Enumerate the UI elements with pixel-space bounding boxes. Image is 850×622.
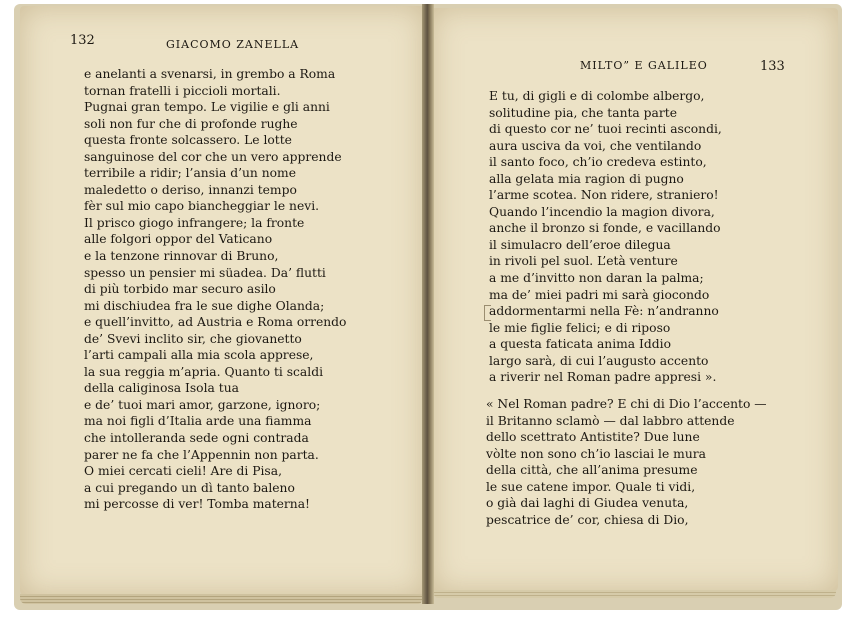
verse-line: fèr sul mio capo biancheggiar le nevi. <box>84 199 320 214</box>
verse-line: parer ne fa che l’Appennin non parta. <box>84 447 319 462</box>
verse-line: dello scettrato Antistite? Due lune <box>486 430 700 445</box>
book-gutter <box>422 4 434 604</box>
verse-line: le sue catene impor. Quale ti vidi, <box>486 479 696 494</box>
verse-line: ma noi figli d’Italia arde una fiamma <box>84 414 312 429</box>
verse-line: Pugnai gran tempo. Le vigilie e gli anni <box>84 100 330 115</box>
verse-line: e anelanti a svenarsi, in grembo a Roma <box>84 67 336 81</box>
verse-line: aura usciva da voi, che ventilando <box>489 138 702 153</box>
verse-line: della città, che all’anima presume <box>486 463 698 478</box>
verse-line: E tu, di gigli e di colombe albergo, <box>489 89 705 103</box>
verse-line: di più torbido mar securo asilo <box>84 282 276 297</box>
verse-line: terribile a ridir; l’ansia d’un nome <box>84 166 296 181</box>
right-page-stanza-1 <box>489 88 722 386</box>
verse-line: de’ Svevi inclito sir, che giovanetto <box>84 331 302 346</box>
right-page-edges <box>434 590 836 598</box>
verse-line: a riverir nel Roman padre appresi ». <box>489 370 717 385</box>
verse-line: in rivoli pel suol. L’età venture <box>489 254 678 269</box>
verse-line: vòlte non sono ch’io lasciai le mura <box>486 446 706 461</box>
right-running-head: MILTO” E GALILEO <box>580 59 708 72</box>
verse-line: l’arti campali alla mia scola apprese, <box>84 348 314 363</box>
left-page-text <box>84 66 346 513</box>
right-page-number: 133 <box>760 59 785 74</box>
verse-line: l’arme scotea. Non ridere, straniero! <box>489 188 719 203</box>
verse-line: alla gelata mia ragion di pugno <box>489 171 684 186</box>
left-page-number: 132 <box>70 33 95 48</box>
verse-line: e la tenzone rinnovar di Bruno, <box>84 249 279 264</box>
verse-line: la sua reggia m’apria. Quanto ti scaldi <box>84 364 324 379</box>
verse-line: Il prisco giogo infrangere; la fronte <box>84 215 305 230</box>
verse-line: e quell’invitto, ad Austria e Roma orrendo <box>84 315 347 330</box>
verse-line: a me d’invitto non daran la palma; <box>489 271 704 286</box>
verse-line: a questa faticata anima Iddio <box>489 337 671 352</box>
verse-line: solitudine pia, che tanta parte <box>489 105 677 120</box>
verse-line: le mie figlie felici; e di riposo <box>489 320 671 335</box>
verse-line: alle folgori oppor del Vaticano <box>84 232 273 247</box>
verse-line: sanguinose del cor che un vero apprende <box>84 149 342 164</box>
verse-line: soli non fur che di profonde rughe <box>84 116 298 131</box>
verse-line: mi percosse di ver! Tomba materna! <box>84 497 310 512</box>
left-page <box>20 6 424 596</box>
right-page <box>432 8 838 592</box>
verse-line: largo sarà, di cui l’augusto accento <box>489 353 709 368</box>
verse-line: a cui pregando un dì tanto baleno <box>84 480 295 495</box>
verse-line: il Britanno sclamò — dal labbro attende <box>486 413 735 428</box>
right-page-stanza-2 <box>486 396 767 528</box>
verse-line: addormentarmi nella Fè: n’andranno <box>489 304 719 319</box>
verse-line: il simulacro dell’eroe dilegua <box>489 237 671 252</box>
verse-line: Quando l’incendio la magion divora, <box>489 204 715 219</box>
verse-line: il santo foco, ch’io credeva estinto, <box>489 155 707 170</box>
verse-line: di questo cor ne’ tuoi recinti ascondi, <box>489 122 722 137</box>
left-running-head: GIACOMO ZANELLA <box>166 38 300 51</box>
left-page-edges <box>20 594 422 604</box>
verse-line: e de’ tuoi mari amor, garzone, ignoro; <box>84 397 321 412</box>
verse-line: questa fronte solcassero. Le lotte <box>84 133 292 148</box>
verse-line: « Nel Roman padre? E chi di Dio l’accento — <box>486 397 767 411</box>
verse-line: pescatrice de’ cor, chiesa di Dio, <box>486 512 689 527</box>
verse-line: ma de’ miei padri mi sarà giocondo <box>489 287 710 302</box>
verse-line: maledetto o deriso, innanzi tempo <box>84 182 297 197</box>
verse-line: O miei cercati cieli! Are di Pisa, <box>84 464 282 479</box>
margin-bracket-mark <box>484 305 491 321</box>
verse-line: della caliginosa Isola tua <box>84 381 239 396</box>
verse-line: che intolleranda sede ogni contrada <box>84 431 309 446</box>
verse-line: tornan fratelli i piccioli mortali. <box>84 83 281 98</box>
verse-line: spesso un pensier mi süadea. Da’ flutti <box>84 265 326 280</box>
verse-line: mi dischiudea fra le sue dighe Olanda; <box>84 298 325 313</box>
verse-line: anche il bronzo si fonde, e vacillando <box>489 221 721 236</box>
verse-line: o già dai laghi di Giudea venuta, <box>486 496 689 511</box>
